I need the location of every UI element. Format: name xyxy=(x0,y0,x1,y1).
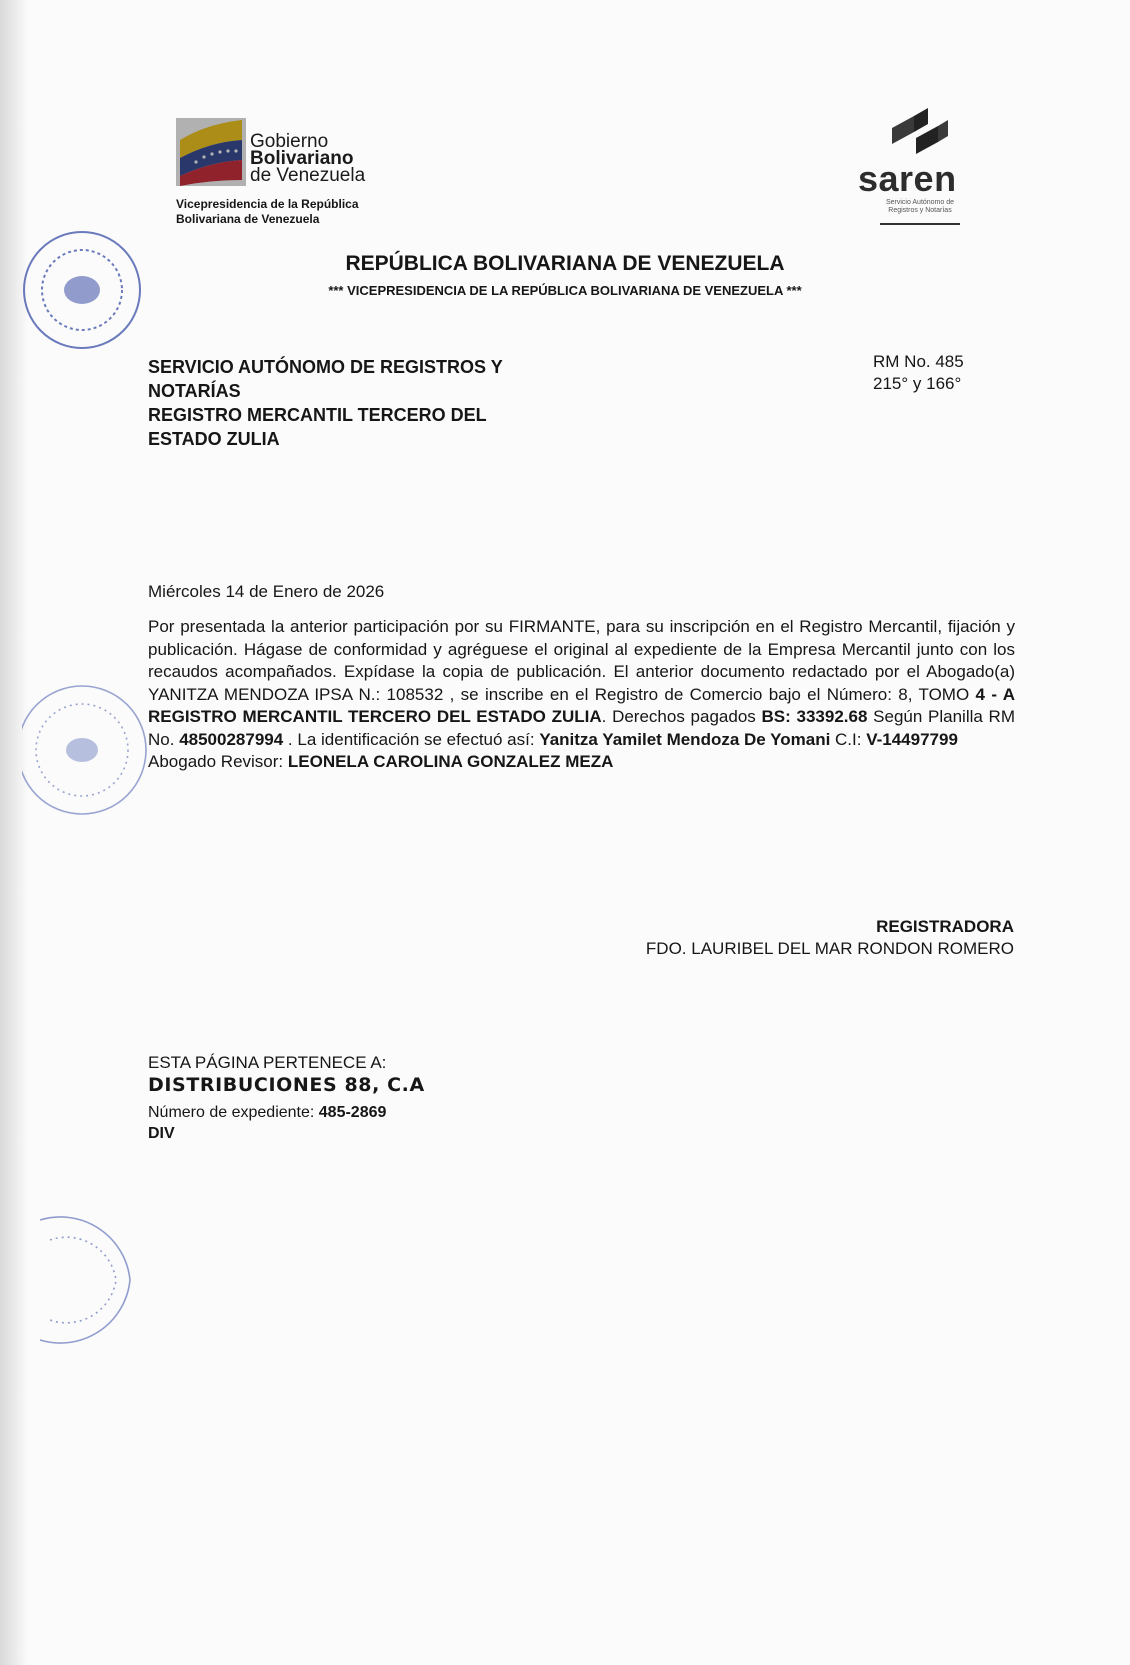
tomo-text: 4 - A REGISTRO MERCANTIL TERCERO DEL ESTADO ZULIA xyxy=(148,684,1015,726)
office-line-3: REGISTRO MERCANTIL TERCERO DEL xyxy=(148,405,487,425)
registration-paragraph xyxy=(148,616,1015,774)
seal-stamp-icon xyxy=(20,208,150,358)
identified-name: Yanitza Yamilet Mendoza De Yomani xyxy=(539,729,831,749)
signer-block xyxy=(646,916,1014,960)
div-code: DIV xyxy=(148,1125,175,1142)
revisor-line xyxy=(148,751,1015,774)
file-number-value: 485-2869 xyxy=(318,1104,387,1121)
gov-line-2: Bolivariano xyxy=(250,148,354,169)
seal-stamp-icon xyxy=(22,660,152,840)
signer-name: FDO. LAURIBEL DEL MAR RONDON ROMERO xyxy=(645,939,1014,958)
body-text-4: . La identificación se efectuó así: xyxy=(283,729,540,749)
rm-years: 215° y 166° xyxy=(873,374,962,393)
vice-line-1: Vicepresidencia de la República xyxy=(176,197,359,211)
belongs-to-label: ESTA PÁGINA PERTENECE A: xyxy=(148,1053,387,1072)
ci-number: V-14497799 xyxy=(866,729,958,749)
gov-line-3: de Venezuela xyxy=(250,165,366,186)
fees-amount: BS: 33392.68 xyxy=(761,707,868,726)
office-line-1: SERVICIO AUTÓNOMO DE REGISTROS Y xyxy=(148,357,503,377)
document-subtitle: *** VICEPRESIDENCIA DE LA REPÚBLICA BOLIVARIANA DE VENEZUELA *** xyxy=(328,283,802,298)
document-date: Miércoles 14 de Enero de 2026 xyxy=(148,582,385,601)
office-line-2: NOTARÍAS xyxy=(148,381,241,401)
company-name: DISTRIBUCIONES 88, C.A xyxy=(148,1074,425,1096)
gov-line-1: Gobierno xyxy=(250,131,329,152)
office-line-4: ESTADO ZULIA xyxy=(148,429,280,449)
saren-wordmark: saren xyxy=(858,158,957,199)
signer-title: REGISTRADORA xyxy=(876,917,1014,936)
vicepresidencia-caption xyxy=(176,197,359,227)
venezuela-flag-logo xyxy=(176,118,246,186)
registry-office xyxy=(148,355,503,451)
revisor-name: LEONELA CAROLINA GONZALEZ MEZA xyxy=(287,752,614,771)
revisor-label: Abogado Revisor: xyxy=(148,752,288,771)
saren-subtitle: Servicio Autónomo de Registros y Notarías xyxy=(885,199,955,214)
seal-stamp-icon xyxy=(20,1200,140,1360)
vice-line-2: Bolivariana de Venezuela xyxy=(176,212,320,226)
rm-number: RM No. 485 xyxy=(873,352,964,371)
saren-logo-icon xyxy=(880,106,952,166)
body-text-5: C.I: xyxy=(830,729,867,749)
body-text-3: Según Planilla RM No. xyxy=(148,707,1015,749)
body-text-1: Por presentada la anterior participación por su FIRMANTE, para su inscripción en el Registro Mercantil, fijación y publicación. Hágase de conformidad y agréguese el original al expediente de la Empresa Mercantil junto con los recaudos acompañados. Expídase la copia de publicación. El anterior documento redactado por el Abogado(a) YANITZA MENDOZA IPSA N.: 108532 , se inscribe en el Registro de Comercio bajo el Número: 8, TOMO xyxy=(148,617,1015,704)
body-text-2: . Derechos pagados xyxy=(601,707,762,726)
saren-underline xyxy=(880,223,960,225)
rm-number-block xyxy=(873,351,964,395)
file-number xyxy=(148,1102,386,1124)
planilla-number: 48500287994 xyxy=(179,729,284,749)
gobierno-logo-text xyxy=(250,133,365,184)
file-number-label: Número de expediente: xyxy=(148,1104,319,1121)
document-title: REPÚBLICA BOLIVARIANA DE VENEZUELA xyxy=(345,252,785,275)
